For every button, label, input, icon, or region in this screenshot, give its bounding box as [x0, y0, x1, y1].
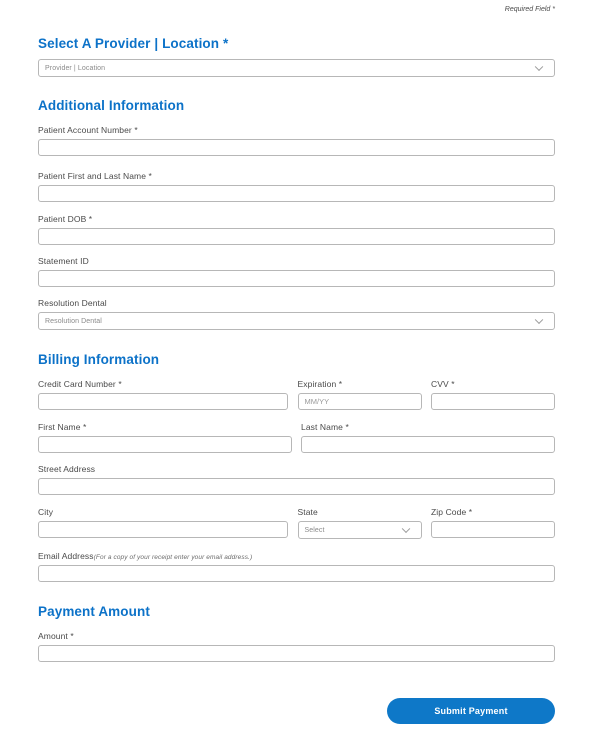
zip-code-input[interactable]	[431, 521, 555, 538]
resolution-dental-select-value: Resolution Dental	[45, 317, 102, 325]
patient-account-field-group	[38, 125, 555, 156]
state-select[interactable]	[298, 521, 422, 539]
city-state-zip-row	[38, 507, 555, 539]
statement-id-field-group	[38, 256, 555, 287]
name-row	[38, 422, 555, 453]
patient-dob-field-group	[38, 214, 555, 245]
first-name-input[interactable]	[38, 436, 292, 453]
state-label: State	[297, 507, 318, 517]
last-name-field-group	[301, 422, 555, 453]
chevron-down-icon	[401, 525, 409, 533]
zip-code-label: Zip Code *	[431, 507, 473, 517]
card-details-row	[38, 379, 555, 410]
additional-section-heading: Additional Information	[38, 98, 185, 113]
patient-name-input[interactable]	[38, 185, 555, 202]
provider-section-heading: Select A Provider | Location *	[38, 36, 229, 51]
chevron-down-icon	[535, 63, 543, 71]
amount-label: Amount *	[38, 631, 74, 641]
amount-field-group	[38, 631, 555, 662]
cvv-label: CVV *	[431, 379, 455, 389]
credit-card-input[interactable]	[38, 393, 288, 410]
last-name-label: Last Name *	[301, 422, 349, 432]
state-field-group	[298, 507, 422, 539]
patient-dob-input[interactable]	[38, 228, 555, 245]
email-field-group	[38, 551, 555, 582]
zip-code-field-group	[431, 507, 555, 539]
chevron-down-icon	[535, 316, 543, 324]
email-input[interactable]	[38, 565, 555, 582]
statement-id-input[interactable]	[38, 270, 555, 287]
email-receipt-note: (For a copy of your receipt enter your email address.)	[93, 554, 253, 561]
patient-account-label: Patient Account Number *	[38, 125, 138, 135]
resolution-dental-label: Resolution Dental	[38, 298, 107, 308]
provider-location-select[interactable]	[38, 59, 555, 77]
statement-id-label: Statement ID	[38, 256, 89, 266]
submit-payment-button[interactable]: Submit Payment	[387, 698, 555, 724]
city-label: City	[38, 507, 54, 517]
provider-location-select-value: Provider | Location	[45, 64, 106, 72]
resolution-dental-select[interactable]	[38, 312, 555, 330]
credit-card-field-group	[38, 379, 288, 410]
required-field-note: Required Field *	[504, 6, 555, 13]
email-label	[38, 551, 555, 561]
billing-section-heading: Billing Information	[38, 352, 160, 367]
amount-input[interactable]	[38, 645, 555, 662]
first-name-field-group	[38, 422, 292, 453]
expiration-label: Expiration *	[297, 379, 343, 389]
street-address-field-group	[38, 464, 555, 495]
resolution-dental-field-group	[38, 298, 555, 330]
email-label-text: Email Address	[38, 551, 94, 561]
expiration-field-group	[298, 379, 422, 410]
street-address-input[interactable]	[38, 478, 555, 495]
last-name-input[interactable]	[301, 436, 555, 453]
city-input[interactable]	[38, 521, 288, 538]
street-address-label: Street Address	[38, 464, 96, 474]
cvv-field-group	[431, 379, 555, 410]
first-name-label: First Name *	[38, 422, 87, 432]
credit-card-label: Credit Card Number *	[38, 379, 122, 389]
payment-section-heading: Payment Amount	[38, 604, 150, 619]
patient-account-input[interactable]	[38, 139, 555, 156]
patient-name-field-group	[38, 171, 555, 202]
city-field-group	[38, 507, 288, 539]
state-select-value: Select	[304, 526, 325, 534]
patient-dob-label: Patient DOB *	[38, 214, 93, 224]
expiration-input[interactable]	[298, 393, 422, 410]
cvv-input[interactable]	[431, 393, 555, 410]
submit-row	[38, 698, 555, 724]
patient-name-label: Patient First and Last Name *	[38, 171, 152, 181]
